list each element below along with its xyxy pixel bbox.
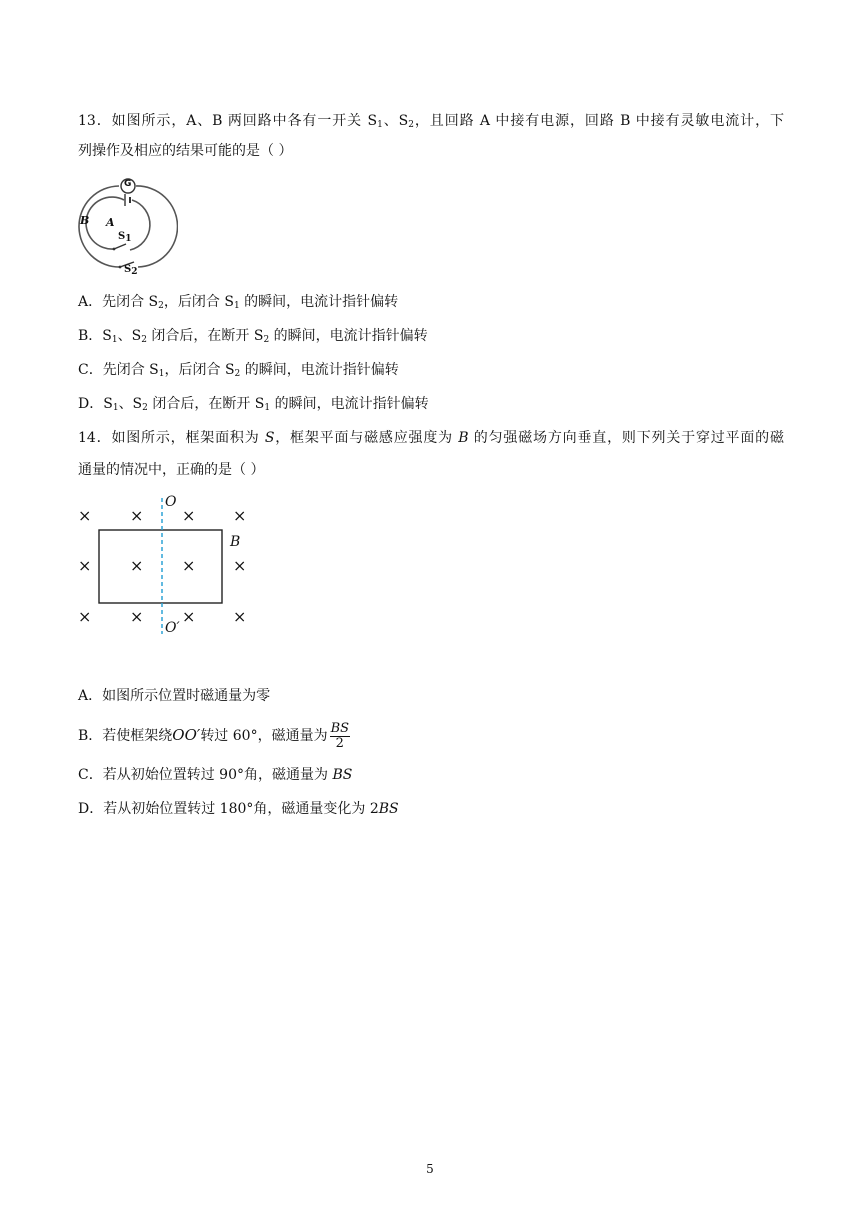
rectangular-frame [99,530,222,603]
q13-circuit-figure [76,174,178,278]
field-cross: × [233,556,247,575]
label-b-field: B [230,534,241,550]
label-g: G [124,179,132,189]
switch-s1 [114,244,126,249]
q14-option-c: C．若从初始位置转过 90°角，磁通量为 BS [78,767,353,783]
field-cross: × [130,607,144,626]
label-a: A [106,216,115,229]
q13-stem-line2: 列操作及相应的结果可能的是（ ） [78,143,293,159]
field-cross: × [130,556,144,575]
loop-a-right [130,200,150,250]
field-cross: × [78,556,92,575]
q14-frame-figure [74,494,264,640]
q13-option-d: D．$S_1$、$S_2$ 闭合后，在断开 $S_1$ 的瞬间，电流计指针偏转 [78,396,429,413]
field-cross: × [233,607,247,626]
q14-option-d: D．若从初始位置转过 180°角，磁通量变化为 2BS [78,801,399,817]
label-s1: $S_1$ [118,231,132,244]
q13-stem-line1: 13．如图所示，A、B 两回路中各有一开关 $S_1$、$S_2$，且回路 A 中接有电源，回路 B 中接有灵敏电流计，下 [78,113,785,130]
field-cross: × [182,607,196,626]
q13-option-a: A．先闭合 $S_2$，后闭合 $S_1$ 的瞬间，电流计指针偏转 [78,294,399,311]
label-s2: $S_2$ [124,264,138,277]
loop-b-right [136,186,178,267]
field-cross: × [78,506,92,525]
field-cross: × [182,506,196,525]
fraction-bs-over-2: $\frac{BS}{2}$ [330,720,350,751]
label-o: O [165,494,177,510]
q14-stem-line1: 14．如图所示，框架面积为 S，框架平面与磁感应强度为 B 的匀强磁场方向垂直，则下列关于穿过平面的磁 [78,430,784,446]
field-cross: × [130,506,144,525]
label-o-prime: O′ [165,620,180,636]
q13-circuit-drawing [76,174,178,278]
q14-option-a: A．如图所示位置时磁通量为零 [78,688,271,704]
q13-option-c: C．先闭合 $S_1$，后闭合 $S_2$ 的瞬间，电流计指针偏转 [78,362,399,379]
label-b: B [80,214,90,227]
q13-option-b: B．$S_1$、$S_2$ 闭合后，在断开 $S_2$ 的瞬间，电流计指针偏转 [78,328,428,345]
field-cross: × [78,607,92,626]
field-cross: × [233,506,247,525]
q13-number: 13． [78,113,112,129]
page-number: 5 [426,1162,434,1176]
q14-number: 14． [78,430,112,446]
q14-option-b: B．若使框架绕OO′转过 60°，磁通量为 $\frac{BS}{2}$ [78,720,350,751]
field-cross: × [182,556,196,575]
q14-stem-line2: 通量的情况中，正确的是（ ） [78,462,265,478]
